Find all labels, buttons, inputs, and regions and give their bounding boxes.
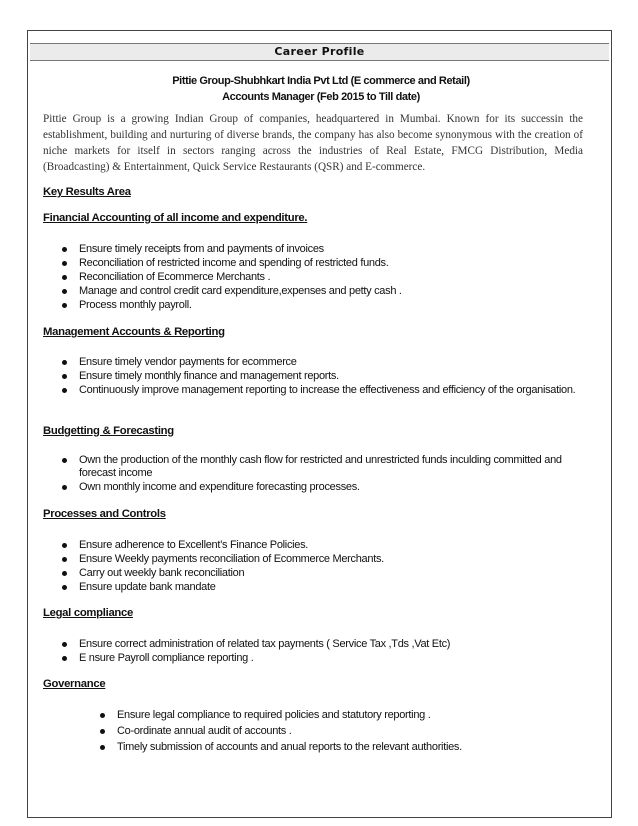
bullet-icon: [100, 713, 105, 718]
career-profile-heading: Career Profile: [274, 45, 365, 58]
section-title-legal-compliance: Legal compliance: [43, 607, 133, 619]
bullet-icon: [62, 374, 67, 379]
company-description: Pittie Group is a growing Indian Group of companies, headquartered in Mumbai. Known for its successin the establishment, building and nurturing of diverse brands, the company has also become synonymous with the creation of niche markets for itself in sectors ranging across the industries of Real Estate, FMCG Distribution, Media (Broadcasting) & Entertainment, Quick Service Restaurants (QSR) and E-commerce.: [43, 113, 583, 173]
bullet-icon: [62, 485, 67, 490]
bullet-icon: [100, 745, 105, 750]
section-header-band: [30, 43, 609, 61]
bullet-icon: [62, 275, 67, 280]
section-title-financial-accounting: Financial Accounting of all income and expenditure.: [43, 212, 308, 224]
list-item: Ensure adherence to Excellent’s Finance Policies.: [57, 539, 585, 552]
section-title-management-accounts: Management Accounts & Reporting: [43, 326, 225, 338]
list-item: Ensure timely monthly finance and management reports.: [57, 370, 585, 383]
bullet-icon: [100, 729, 105, 734]
financial-accounting-list: [57, 243, 585, 313]
bullet-icon: [62, 289, 67, 294]
list-item: Own the production of the monthly cash flow for restricted and unrestricted funds inculding committed and forecast income: [57, 454, 585, 480]
list-item: Reconciliation of restricted income and spending of restricted funds.: [57, 257, 585, 270]
key-results-heading: Key Results Area: [43, 186, 131, 198]
section-title-processes-controls: Processes and Controls: [43, 508, 166, 520]
list-item: Ensure correct administration of related tax payments ( Service Tax ,Tds ,Vat Etc): [57, 638, 585, 651]
bullet-icon: [62, 557, 67, 562]
list-item: Timely submission of accounts and anual reports to the relevant authorities.: [95, 741, 595, 754]
list-item: Co-ordinate annual audit of accounts .: [95, 725, 595, 738]
bullet-icon: [62, 571, 67, 576]
bullet-icon: [62, 543, 67, 548]
bullet-icon: [62, 656, 67, 661]
list-item: Process monthly payroll.: [57, 299, 585, 312]
list-item: Ensure Weekly payments reconciliation of Ecommerce Merchants.: [57, 553, 585, 566]
bullet-icon: [62, 360, 67, 365]
bullet-icon: [62, 388, 67, 393]
list-item: Ensure update bank mandate: [57, 581, 585, 594]
company-block: [30, 73, 612, 105]
list-item: Ensure timely vendor payments for ecommerce: [57, 356, 585, 369]
section-title-governance: Governance: [43, 678, 106, 690]
governance-list: [95, 709, 595, 755]
list-item: Own monthly income and expenditure forecasting processes.: [57, 481, 585, 494]
bullet-icon: [62, 303, 67, 308]
bullet-icon: [62, 261, 67, 266]
management-accounts-list: [57, 356, 585, 398]
list-item: Ensure legal compliance to required policies and statutory reporting .: [95, 709, 595, 722]
bullet-icon: [62, 642, 67, 647]
bullet-icon: [62, 585, 67, 590]
list-item: Manage and control credit card expenditure,expenses and petty cash .: [57, 285, 585, 298]
budgetting-list: [57, 454, 585, 495]
list-item: Carry out weekly bank reconciliation: [57, 567, 585, 580]
section-title-budgetting: Budgetting & Forecasting: [43, 425, 174, 437]
processes-controls-list: [57, 539, 585, 595]
list-item: E nsure Payroll compliance reporting .: [57, 652, 585, 665]
bullet-icon: [62, 458, 67, 463]
legal-compliance-list: [57, 638, 585, 666]
list-item: Continuously improve management reporting to increase the effectiveness and efficiency of the organisation.: [57, 384, 585, 397]
job-title: Accounts Manager (Feb 2015 to Till date): [222, 91, 420, 103]
bullet-icon: [62, 247, 67, 252]
list-item: Ensure timely receipts from and payments of invoices: [57, 243, 585, 256]
list-item: Reconciliation of Ecommerce Merchants .: [57, 271, 585, 284]
company-name: Pittie Group-Shubhkart India Pvt Ltd (E commerce and Retail): [172, 75, 470, 87]
